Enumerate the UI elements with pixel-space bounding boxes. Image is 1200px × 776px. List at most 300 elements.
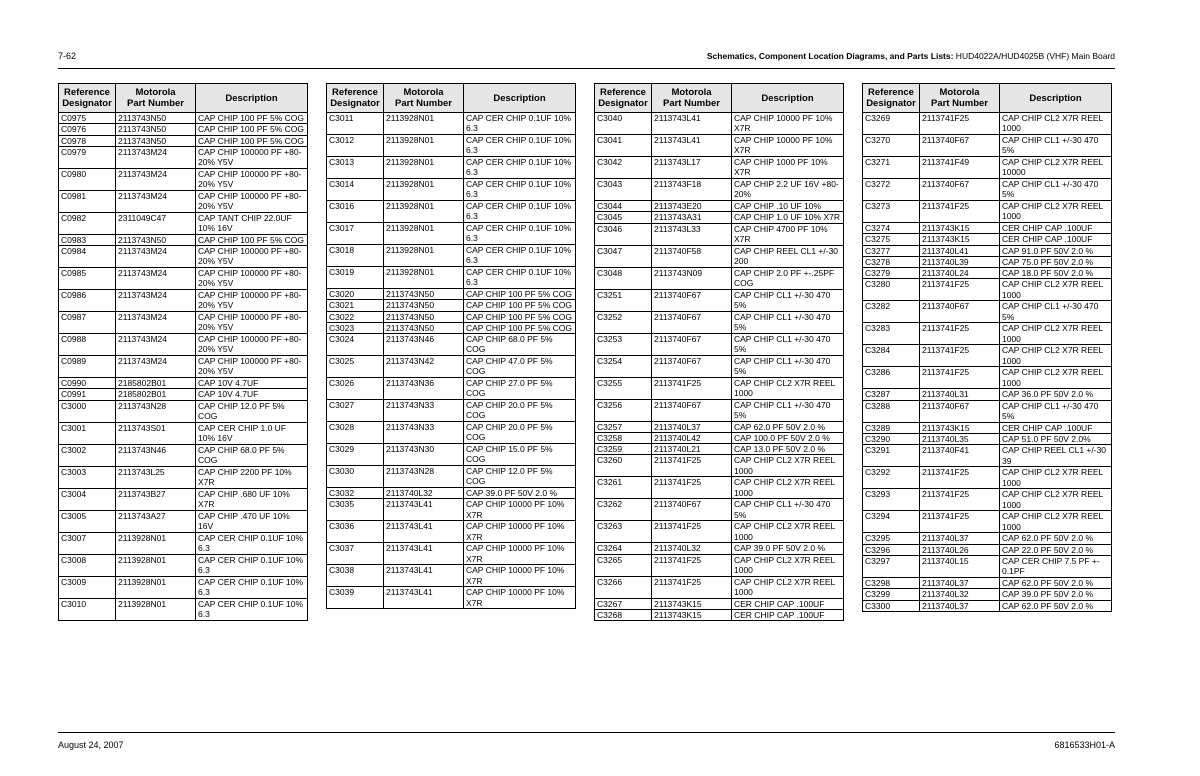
description-cell: CAP CHIP CL1 +/-30 470 5% (1000, 135, 1112, 157)
part-number-cell: 2113743M24 (116, 356, 196, 378)
part-number-cell: 2113743N33 (384, 422, 464, 444)
reference-designator-cell: C3296 (863, 544, 920, 555)
table-row (595, 598, 844, 609)
column-header-description: Description (732, 84, 844, 113)
part-number-cell: 2113743N50 (116, 113, 196, 124)
part-number-cell: 2113743N50 (384, 300, 464, 311)
reference-designator-cell: C3278 (863, 256, 920, 267)
reference-designator-cell: C3293 (863, 489, 920, 511)
column-header-part-number: Motorola Part Number (920, 84, 1000, 113)
header-rule (58, 68, 1115, 69)
part-number-cell: 2113740L26 (920, 544, 1000, 555)
description-cell: CAP CHIP CL2 X7R REEL 10000 (1000, 157, 1112, 179)
description-cell: CER CHIP CAP .100UF (1000, 223, 1112, 234)
reference-designator-cell: C3258 (595, 432, 652, 443)
description-cell: CAP CHIP CL1 +/-30 470 5% (732, 289, 844, 311)
table-row (595, 355, 844, 377)
description-cell: CAP CHIP CL2 X7R REEL 1000 (1000, 345, 1112, 367)
description-cell: CAP CHIP CL2 X7R REEL 1000 (1000, 279, 1112, 301)
table-row (863, 234, 1112, 245)
description-cell: CAP 62.0 PF 50V 2.0 % (1000, 600, 1112, 611)
description-cell: CAP CER CHIP 0.1UF 10% 6.3 (464, 267, 576, 289)
description-cell: CAP CHIP CL2 X7R REEL 1000 (1000, 489, 1112, 511)
table-row (59, 190, 308, 212)
reference-designator-cell: C3254 (595, 355, 652, 377)
part-number-cell: 2113743N50 (116, 135, 196, 146)
reference-designator-cell: C3043 (595, 179, 652, 201)
part-number-cell: 2113743N46 (116, 444, 196, 466)
table-row (327, 245, 576, 267)
reference-designator-cell: C3023 (327, 322, 384, 333)
part-number-cell: 2113741F49 (920, 157, 1000, 179)
description-cell: CAP CHIP .680 UF 10% X7R (196, 488, 308, 510)
description-cell: CAP 10V 4.7UF (196, 389, 308, 400)
part-number-cell: 2113740L39 (920, 256, 1000, 267)
description-cell: CAP 36.0 PF 50V 2.0 % (1000, 389, 1112, 400)
parts-table-4 (862, 83, 1112, 612)
part-number-cell: 2113740L32 (384, 488, 464, 499)
part-number-cell: 2113741F25 (652, 455, 732, 477)
description-cell: CAP CHIP 10000 PF 10% X7R (464, 499, 576, 521)
table-row (863, 179, 1112, 201)
reference-designator-cell: C3268 (595, 610, 652, 621)
part-number-cell: 2113741F25 (652, 521, 732, 543)
table-row (863, 345, 1112, 367)
description-cell: CAP CHIP CL2 X7R REEL 1000 (732, 377, 844, 399)
part-number-cell: 2113743M24 (116, 146, 196, 168)
description-cell: CAP CER CHIP 0.1UF 10% 6.3 (196, 554, 308, 576)
table-row (327, 322, 576, 333)
description-cell: CAP 91.0 PF 50V 2.0 % (1000, 245, 1112, 256)
part-number-cell: 2113741F25 (920, 113, 1000, 135)
header-title (707, 51, 1115, 61)
part-number-cell: 2113740F67 (920, 179, 1000, 201)
reference-designator-cell: C0988 (59, 334, 116, 356)
reference-designator-cell: C3042 (595, 157, 652, 179)
parts-table-2 (326, 83, 576, 609)
column-header-part-number: Motorola Part Number (116, 84, 196, 113)
reference-designator-cell: C3040 (595, 113, 652, 135)
table-row (327, 135, 576, 157)
description-cell: CAP CHIP CL1 +/-30 470 5% (1000, 179, 1112, 201)
part-number-cell: 2113743K15 (920, 422, 1000, 433)
part-number-cell: 2113743L41 (384, 565, 464, 587)
footer-date: August 24, 2007 (58, 740, 124, 750)
reference-designator-cell: C3021 (327, 300, 384, 311)
description-cell: CAP CHIP .10 UF 10% (732, 201, 844, 212)
reference-designator-cell: C3275 (863, 234, 920, 245)
description-cell: CAP 13.0 PF 50V 2.0 % (732, 444, 844, 455)
table-row (595, 554, 844, 576)
table-row (59, 113, 308, 124)
description-cell: CAP 100.0 PF 50V 2.0 % (732, 432, 844, 443)
description-cell: CAP 18.0 PF 50V 2.0 % (1000, 268, 1112, 279)
description-cell: CAP 39.0 PF 50V 2.0 % (732, 543, 844, 554)
description-cell: CAP CHIP 100000 PF +80- 20% Y5V (196, 146, 308, 168)
reference-designator-cell: C3295 (863, 533, 920, 544)
description-cell: CAP CHIP 10000 PF 10% X7R (464, 543, 576, 565)
part-number-cell: 2113740F67 (652, 499, 732, 521)
description-cell: CAP CHIP 100 PF 5% COG (464, 300, 576, 311)
part-number-cell: 2113928N01 (384, 223, 464, 245)
reference-designator-cell: C0978 (59, 135, 116, 146)
reference-designator-cell: C3282 (863, 301, 920, 323)
reference-designator-cell: C3041 (595, 135, 652, 157)
part-number-cell: 2113740L21 (652, 444, 732, 455)
description-cell: CER CHIP CAP .100UF (732, 610, 844, 621)
description-cell: CAP CHIP 1.0 UF 10% X7R (732, 212, 844, 223)
reference-designator-cell: C3261 (595, 477, 652, 499)
table-row (59, 334, 308, 356)
part-number-cell: 2113740F67 (652, 355, 732, 377)
column-header-description: Description (464, 84, 576, 113)
reference-designator-cell: C3299 (863, 589, 920, 600)
part-number-cell: 2113740L15 (920, 555, 1000, 577)
description-cell: CAP CHIP 10000 PF 10% X7R (732, 113, 844, 135)
table-row (595, 377, 844, 399)
part-number-cell: 2113743N09 (652, 267, 732, 289)
table-row (59, 356, 308, 378)
table-row (595, 432, 844, 443)
description-cell: CAP CER CHIP 0.1UF 10% 6.3 (464, 157, 576, 179)
table-row (327, 499, 576, 521)
reference-designator-cell: C3004 (59, 488, 116, 510)
part-number-cell: 2113741F25 (920, 367, 1000, 389)
table-row (327, 488, 576, 499)
part-number-cell: 2113743N30 (384, 444, 464, 466)
description-cell: CAP CHIP CL2 X7R REEL 1000 (732, 477, 844, 499)
reference-designator-cell: C3002 (59, 444, 116, 466)
part-number-cell: 2113740L41 (920, 245, 1000, 256)
description-cell: CAP CHIP 100 PF 5% COG (196, 135, 308, 146)
table-row (59, 389, 308, 400)
description-cell: CAP CHIP 100 PF 5% COG (196, 124, 308, 135)
table-row (327, 543, 576, 565)
part-number-cell: 2113741F25 (920, 279, 1000, 301)
table-row (863, 367, 1112, 389)
reference-designator-cell: C3045 (595, 212, 652, 223)
table-row (327, 587, 576, 609)
reference-designator-cell: C3289 (863, 422, 920, 433)
table-row (595, 201, 844, 212)
description-cell: CAP 39.0 PF 50V 2.0 % (1000, 589, 1112, 600)
description-cell: CAP CHIP CL2 X7R REEL 1000 (1000, 113, 1112, 135)
reference-designator-cell: C3007 (59, 532, 116, 554)
column-header-part-number: Motorola Part Number (384, 84, 464, 113)
description-cell: CER CHIP CAP .100UF (1000, 234, 1112, 245)
reference-designator-cell: C3019 (327, 267, 384, 289)
reference-designator-cell: C3032 (327, 488, 384, 499)
description-cell: CAP CER CHIP 0.1UF 10% 6.3 (196, 532, 308, 554)
reference-designator-cell: C3028 (327, 422, 384, 444)
table-row (327, 334, 576, 356)
header-title-bold: Schematics, Component Location Diagrams, and Parts Lists: (706, 51, 954, 61)
description-cell: CAP CHIP CL1 +/-30 470 5% (732, 311, 844, 333)
description-cell: CAP CHIP 10000 PF 10% X7R (464, 565, 576, 587)
table-row (863, 113, 1112, 135)
column-header-part-number: Motorola Part Number (652, 84, 732, 113)
table-row (863, 301, 1112, 323)
description-cell: CAP CHIP 20.0 PF 5% COG (464, 422, 576, 444)
part-number-cell: 2113743K15 (652, 610, 732, 621)
table-row (59, 234, 308, 245)
description-cell: CAP 62.0 PF 50V 2.0 % (1000, 577, 1112, 588)
part-number-cell: 2113928N01 (384, 201, 464, 223)
description-cell: CAP CHIP 10000 PF 10% X7R (464, 587, 576, 609)
reference-designator-cell: C0975 (59, 113, 116, 124)
reference-designator-cell: C0979 (59, 146, 116, 168)
description-cell: CAP CHIP 10000 PF 10% X7R (464, 521, 576, 543)
reference-designator-cell: C3014 (327, 179, 384, 201)
reference-designator-cell: C0983 (59, 234, 116, 245)
parts-table-1 (58, 83, 308, 621)
reference-designator-cell: C0984 (59, 246, 116, 268)
description-cell: CAP CHIP 10000 PF 10% X7R (732, 135, 844, 157)
table-row (595, 135, 844, 157)
reference-designator-cell: C3264 (595, 543, 652, 554)
description-cell: CAP CHIP 68.0 PF 5% COG (464, 334, 576, 356)
description-cell: CAP CER CHIP 0.1UF 10% 6.3 (464, 135, 576, 157)
part-number-cell: 2113740L24 (920, 268, 1000, 279)
description-cell: CAP CHIP 100000 PF +80- 20% Y5V (196, 190, 308, 212)
table-row (595, 399, 844, 421)
table-row (595, 444, 844, 455)
table-row (863, 279, 1112, 301)
description-cell: CAP CHIP 12.0 PF 5% COG (196, 400, 308, 422)
part-number-cell: 2113743N28 (116, 400, 196, 422)
reference-designator-cell: C3036 (327, 521, 384, 543)
part-number-cell: 2113743M24 (116, 246, 196, 268)
table-row (595, 477, 844, 499)
table-row (595, 311, 844, 333)
table-row (595, 289, 844, 311)
part-number-cell: 2185802B01 (116, 389, 196, 400)
table-row (863, 533, 1112, 544)
description-cell: CAP 51.0 PF 50V 2.0% (1000, 434, 1112, 445)
reference-designator-cell: C3300 (863, 600, 920, 611)
description-cell: CAP CHIP 20.0 PF 5% COG (464, 400, 576, 422)
part-number-cell: 2113740L35 (920, 434, 1000, 445)
reference-designator-cell: C3011 (327, 113, 384, 135)
description-cell: CAP 62.0 PF 50V 2.0 % (1000, 533, 1112, 544)
column-header-description: Description (1000, 84, 1112, 113)
column-header-reference: Reference Designator (863, 84, 920, 113)
part-number-cell: 2113740L32 (652, 543, 732, 554)
reference-designator-cell: C0987 (59, 312, 116, 334)
reference-designator-cell: C3262 (595, 499, 652, 521)
description-cell: CAP CHIP 100 PF 5% COG (464, 289, 576, 300)
table-row (863, 389, 1112, 400)
part-number-cell: 2113743M24 (116, 168, 196, 190)
table-row (595, 267, 844, 289)
reference-designator-cell: C3256 (595, 399, 652, 421)
reference-designator-cell: C3291 (863, 445, 920, 467)
table-row (863, 511, 1112, 533)
part-number-cell: 2113740F67 (920, 301, 1000, 323)
table-row (327, 466, 576, 488)
reference-designator-cell: C3017 (327, 223, 384, 245)
table-row (59, 532, 308, 554)
part-number-cell: 2113743M24 (116, 290, 196, 312)
table-row (327, 157, 576, 179)
table-row (59, 488, 308, 510)
description-cell: CAP CHIP 100 PF 5% COG (464, 322, 576, 333)
reference-designator-cell: C3035 (327, 499, 384, 521)
description-cell: CAP CHIP 27.0 PF 5% COG (464, 378, 576, 400)
reference-designator-cell: C3259 (595, 444, 652, 455)
table-row (59, 212, 308, 234)
description-cell: CAP CHIP 100000 PF +80- 20% Y5V (196, 356, 308, 378)
reference-designator-cell: C3294 (863, 511, 920, 533)
part-number-cell: 2113740L42 (652, 432, 732, 443)
part-number-cell: 2113743K15 (920, 234, 1000, 245)
part-number-cell: 2113740F67 (652, 289, 732, 311)
table-row (327, 201, 576, 223)
description-cell: CAP CER CHIP 0.1UF 10% 6.3 (464, 113, 576, 135)
description-cell: CAP CER CHIP 0.1UF 10% 6.3 (464, 179, 576, 201)
part-number-cell: 2311049C47 (116, 212, 196, 234)
reference-designator-cell: C3016 (327, 201, 384, 223)
part-number-cell: 2113928N01 (116, 532, 196, 554)
table-row (327, 113, 576, 135)
reference-designator-cell: C3290 (863, 434, 920, 445)
reference-designator-cell: C3044 (595, 201, 652, 212)
part-number-cell: 2113743K15 (920, 223, 1000, 234)
part-number-cell: 2113741F25 (920, 511, 1000, 533)
reference-designator-cell: C0991 (59, 389, 116, 400)
description-cell: CAP CER CHIP 7.5 PF +- 0.1PF (1000, 555, 1112, 577)
description-cell: CAP CER CHIP 0.1UF 10% 6.3 (464, 201, 576, 223)
part-number-cell: 2113743B27 (116, 488, 196, 510)
table-row (595, 333, 844, 355)
reference-designator-cell: C0982 (59, 212, 116, 234)
reference-designator-cell: C3297 (863, 555, 920, 577)
part-number-cell: 2113743K15 (652, 598, 732, 609)
reference-designator-cell: C3009 (59, 576, 116, 598)
reference-designator-cell: C3047 (595, 245, 652, 267)
table-row (863, 422, 1112, 433)
part-number-cell: 2113740F41 (920, 445, 1000, 467)
description-cell: CAP CHIP CL2 X7R REEL 1000 (1000, 201, 1112, 223)
part-number-cell: 2113743L41 (384, 543, 464, 565)
reference-designator-cell: C3271 (863, 157, 920, 179)
table-row (595, 576, 844, 598)
table-row (595, 245, 844, 267)
reference-designator-cell: C3025 (327, 356, 384, 378)
table-row (595, 421, 844, 432)
reference-designator-cell: C3252 (595, 311, 652, 333)
description-cell: CAP CHIP 100 PF 5% COG (196, 234, 308, 245)
description-cell: CAP CHIP 100000 PF +80- 20% Y5V (196, 334, 308, 356)
description-cell: CAP CHIP CL1 +/-30 470 5% (732, 333, 844, 355)
table-row (59, 466, 308, 488)
description-cell: CAP CHIP 100 PF 5% COG (196, 113, 308, 124)
part-number-cell: 2113928N01 (384, 267, 464, 289)
part-number-cell: 2113741F25 (652, 477, 732, 499)
reference-designator-cell: C3286 (863, 367, 920, 389)
reference-designator-cell: C3253 (595, 333, 652, 355)
description-cell: CAP CHIP 68.0 PF 5% COG (196, 444, 308, 466)
part-number-cell: 2113741F25 (652, 377, 732, 399)
table-row (863, 223, 1112, 234)
table-row (863, 135, 1112, 157)
table-row (595, 455, 844, 477)
reference-designator-cell: C3039 (327, 587, 384, 609)
reference-designator-cell: C3005 (59, 510, 116, 532)
table-row (327, 267, 576, 289)
reference-designator-cell: C3024 (327, 334, 384, 356)
part-number-cell: 2113741F25 (920, 201, 1000, 223)
part-number-cell: 2113743N50 (384, 311, 464, 322)
reference-designator-cell: C3255 (595, 377, 652, 399)
description-cell: CER CHIP CAP .100UF (732, 598, 844, 609)
reference-designator-cell: C3251 (595, 289, 652, 311)
description-cell: CAP CHIP CL2 X7R REEL 1000 (1000, 323, 1112, 345)
table-row (327, 300, 576, 311)
reference-designator-cell: C3263 (595, 521, 652, 543)
part-number-cell: 2113741F25 (652, 576, 732, 598)
part-number-cell: 2113743N50 (384, 289, 464, 300)
table-row (595, 521, 844, 543)
reference-designator-cell: C3283 (863, 323, 920, 345)
table-row (595, 113, 844, 135)
part-number-cell: 2185802B01 (116, 378, 196, 389)
reference-designator-cell: C3272 (863, 179, 920, 201)
reference-designator-cell: C0985 (59, 268, 116, 290)
table-header-row (595, 84, 844, 113)
table-row (595, 223, 844, 245)
table-row (863, 268, 1112, 279)
reference-designator-cell: C3284 (863, 345, 920, 367)
part-number-cell: 2113928N01 (116, 554, 196, 576)
description-cell: CAP CHIP .470 UF 10% 16V (196, 510, 308, 532)
part-number-cell: 2113743N28 (384, 466, 464, 488)
part-number-cell: 2113743N50 (116, 124, 196, 135)
description-cell: CAP CHIP 47.0 PF 5% COG (464, 356, 576, 378)
part-number-cell: 2113741F25 (920, 467, 1000, 489)
part-number-cell: 2113743M24 (116, 190, 196, 212)
table-row (595, 543, 844, 554)
description-cell: CAP CHIP 100000 PF +80- 20% Y5V (196, 168, 308, 190)
reference-designator-cell: C3038 (327, 565, 384, 587)
reference-designator-cell: C3030 (327, 466, 384, 488)
description-cell: CAP CER CHIP 1.0 UF 10% 16V (196, 422, 308, 444)
part-number-cell: 2113743L41 (652, 135, 732, 157)
description-cell: CAP CHIP 15.0 PF 5% COG (464, 444, 576, 466)
table-row (863, 245, 1112, 256)
reference-designator-cell: C3260 (595, 455, 652, 477)
reference-designator-cell: C3020 (327, 289, 384, 300)
reference-designator-cell: C3010 (59, 598, 116, 620)
table-row (59, 598, 308, 620)
reference-designator-cell: C3013 (327, 157, 384, 179)
table-row (59, 168, 308, 190)
table-row (863, 555, 1112, 577)
description-cell: CAP CHIP 100000 PF +80- 20% Y5V (196, 246, 308, 268)
part-number-cell: 2113740F67 (920, 400, 1000, 422)
table-row (59, 268, 308, 290)
table-row (595, 499, 844, 521)
reference-designator-cell: C3298 (863, 577, 920, 588)
reference-designator-cell: C3048 (595, 267, 652, 289)
part-number-cell: 2113743N50 (116, 234, 196, 245)
table-row (59, 124, 308, 135)
part-number-cell: 2113928N01 (116, 576, 196, 598)
table-row (595, 212, 844, 223)
reference-designator-cell: C3001 (59, 422, 116, 444)
part-number-cell: 2113928N01 (384, 179, 464, 201)
description-cell: CAP 62.0 PF 50V 2.0 % (732, 421, 844, 432)
